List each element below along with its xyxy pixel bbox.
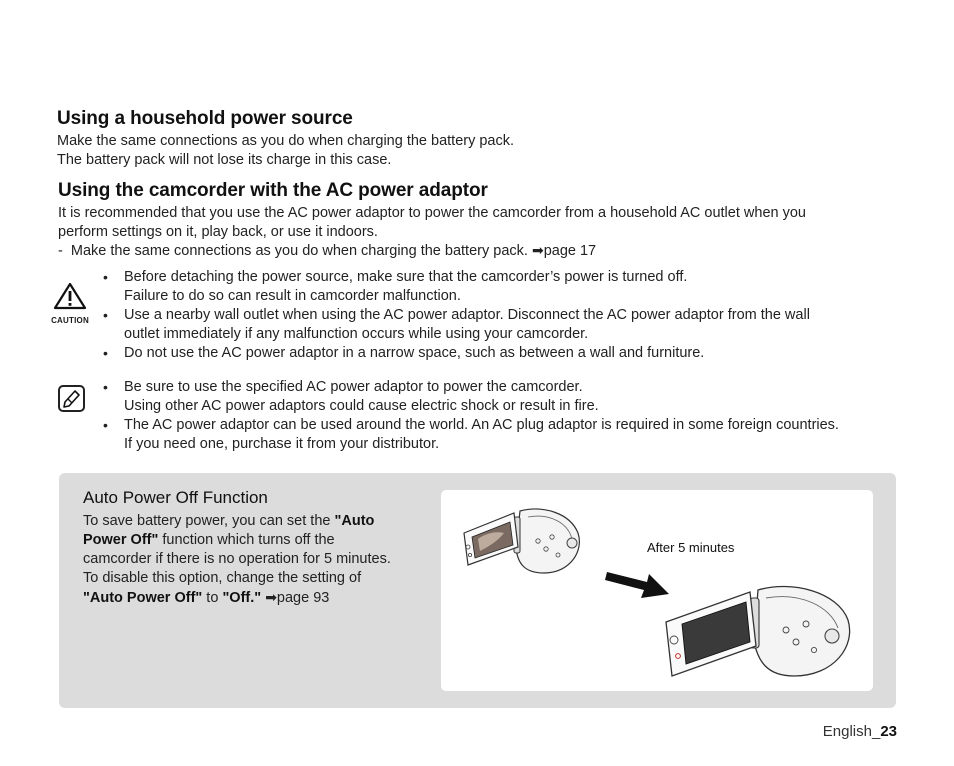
panel-line-5: [83, 588, 428, 608]
dash-text: Make the same connections as you do when charging the battery pack.: [70, 243, 528, 259]
panel-line-2: [83, 531, 428, 550]
panel-body: [83, 512, 428, 608]
camcorder-off-illustration: [662, 580, 854, 680]
ac-dash-item: [58, 241, 596, 261]
dash-mark: -: [58, 243, 71, 259]
note-pencil-icon: [58, 385, 85, 412]
caution-label: CAUTION: [51, 316, 89, 325]
household-line-2: The battery pack will not lose its charge in this case.: [57, 152, 392, 168]
caution-item-3: [99, 344, 899, 363]
camcorder-on-illustration: [458, 503, 588, 578]
panel-line-3: camcorder if there is no operation for 5 minutes.: [83, 551, 391, 567]
panel-line-1-bold: "Auto: [334, 513, 375, 529]
caution-triangle-icon: [53, 282, 87, 310]
panel-line-2-text: function which turns off the: [158, 532, 335, 548]
note-item-1-line-1: Be sure to use the specified AC power adaptor to power the camcorder.: [124, 379, 583, 395]
ac-para-line-1: It is recommended that you use the AC power adaptor to power the camcorder from a household AC outlet when you: [58, 205, 806, 221]
note-item-1: [99, 378, 904, 416]
caution-item-1: [99, 268, 899, 306]
note-list: [99, 378, 904, 454]
note-item-1-line-2: Using other AC power adaptors could cause electric shock or result in fire.: [124, 398, 599, 414]
arrow-reference-icon: ➡: [265, 589, 277, 605]
panel-line-1: [83, 512, 428, 531]
caution-item-2-line-2: outlet immediately if any malfunction occurs while using your camcorder.: [124, 326, 589, 342]
footer-language: English_: [822, 723, 881, 740]
note-item-2-line-2: If you need one, purchase it from your distributor.: [124, 436, 440, 452]
panel-title: Auto Power Off Function: [83, 488, 268, 507]
arrow-reference-icon: ➡: [531, 242, 544, 258]
panel-line-1-text: To save battery power, you can set the: [83, 513, 335, 529]
caution-item-2-line-1: Use a nearby wall outlet when using the AC power adaptor. Disconnect the AC power adaptor from the wall: [124, 307, 810, 323]
figure-label: After 5 minutes: [647, 540, 735, 555]
caution-block-icon: [46, 282, 94, 325]
caution-item-1-line-1: Before detaching the power source, make sure that the camcorder’s power is turned off.: [124, 269, 688, 285]
note-item-2: [99, 416, 904, 454]
caution-item-1-line-2: Failure to do so can result in camcorder malfunction.: [124, 288, 461, 304]
caution-list: [99, 268, 899, 363]
page-number: 23: [880, 723, 897, 740]
panel-line-4: To disable this option, change the setting of: [83, 570, 362, 586]
heading-household-power: Using a household power source: [57, 108, 353, 129]
heading-ac-adaptor: Using the camcorder with the AC power adaptor: [58, 180, 488, 201]
note-item-2-line-1: The AC power adaptor can be used around the world. An AC plug adaptor is required in some foreign countries.: [124, 417, 839, 433]
caution-item-2: [99, 306, 899, 344]
page-93-ref[interactable]: page 93: [276, 590, 330, 606]
ac-para-line-2: perform settings on it, play back, or use it indoors.: [58, 224, 378, 240]
caution-item-3-line-1: Do not use the AC power adaptor in a narrow space, such as between a wall and furniture.: [124, 345, 705, 361]
panel-line-5-bold: "Auto Power Off": [83, 590, 203, 606]
page-17-ref[interactable]: page 17: [543, 243, 597, 259]
household-line-1: Make the same connections as you do when charging the battery pack.: [57, 133, 515, 149]
panel-line-5-text: to: [202, 590, 223, 606]
page-footer: [823, 723, 897, 740]
panel-line-2-bold: Power Off": [83, 532, 159, 548]
panel-line-5-bold-2: "Off.": [222, 590, 262, 606]
